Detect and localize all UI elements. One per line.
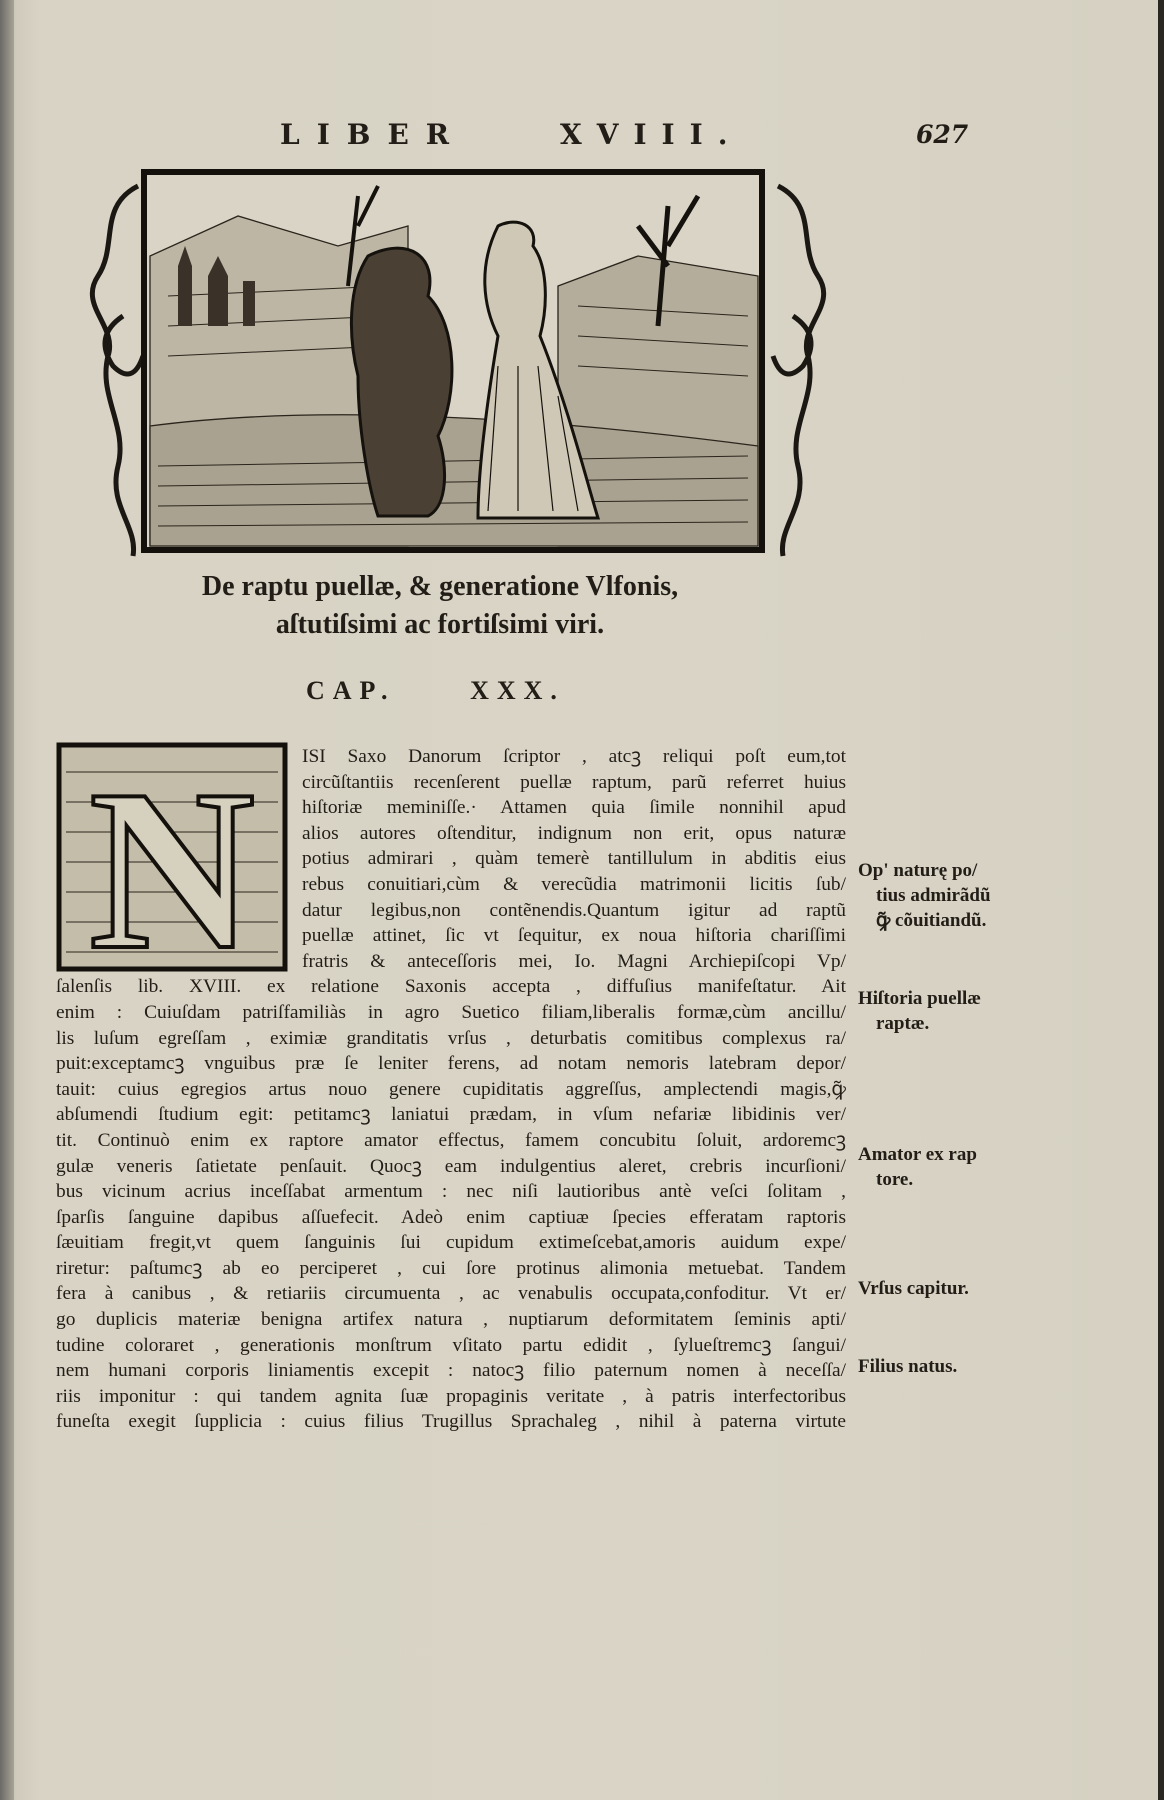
margin-note-line: tius admirãdũ xyxy=(876,885,991,906)
text-line: ſalenſis lib. XVIII. ex relatione Saxonis accepta , diffuſius manifeſtatur. Ait xyxy=(56,976,846,998)
page-edge xyxy=(1158,0,1164,1800)
text-line: riretur: paſtumcꝫ ab eo perciperet , cui ſore protinus alimonia metuebat. Tandem xyxy=(56,1257,846,1279)
margin-note xyxy=(858,986,1020,1036)
text-line: potius admirari , quàm temerè tantillulum in abditis eius xyxy=(302,848,846,870)
margin-note xyxy=(858,1354,1020,1379)
margin-note xyxy=(858,858,1020,933)
text-line: ſparſis ſanguine dapibus aſſuefecit. Adeò enim captiuæ ſpecies efferatam raptoris xyxy=(56,1206,846,1228)
woodcut-illustration xyxy=(78,166,830,560)
margin-note-line: Filius natus. xyxy=(858,1356,958,1377)
text-line: ſæuitiam fregit,vt quem ſanguinis ſui cupidum extimeſcebat,amoris auidum expe/ xyxy=(56,1232,846,1254)
chapter-label: CAP. xyxy=(306,676,396,705)
text-line: puit:exceptamcꝫ vnguibus præ ſe leniter ferens, ad notam nemoris latebram depor/ xyxy=(56,1053,846,1075)
text-line: fera à canibus , & retiariis circumuenta , ac venabulis occupata,confoditur. Vt er/ xyxy=(56,1283,846,1305)
text-line: alios autores oſtenditur, indignum non erit, opus naturæ xyxy=(302,822,846,844)
woodcut-illustration-icon xyxy=(78,166,830,560)
margin-note-line: Hiſtoria puellæ xyxy=(858,988,981,1009)
text-line: tauit: cuius egregios artus nouo genere cupiditatis aggreſſus, amplectendi magis,ꝙ̃ xyxy=(56,1078,846,1100)
margin-note-line: Amator ex rap xyxy=(858,1144,977,1165)
text-line: enim : Cuiuſdam patriſfamiliàs in agro Suetico filiam,liberalis formæ,cùm ancillu/ xyxy=(56,1001,846,1023)
margin-note-line: ꝙ̃ cõuitiandũ. xyxy=(876,910,987,931)
chapter-title-line-2: aſtutiſsimi ac fortiſsimi viri. xyxy=(275,609,605,640)
running-head xyxy=(0,118,1164,158)
text-line: lis luſum egreſſam , eximiæ granditatis vrſus , deturbatis comitibus complexus ra/ xyxy=(56,1027,846,1049)
chapter-title xyxy=(120,568,760,644)
text-line: rebus conuitiari,cùm & verecũdia matrimonii licitis ſub/ xyxy=(302,873,846,895)
text-line: funeſta exegit ſupplicia : cuius filius Trugillus Sprachaleg , nihil à paterna virtute xyxy=(56,1411,846,1433)
text-line: riis imponitur : qui tandem agnita ſuæ propaginis veritate , à patris interfectoribus xyxy=(56,1385,846,1407)
text-line: ISI Saxo Danorum ſcriptor , atcꝫ reliqui poſt eum,tot xyxy=(302,746,846,767)
margin-note-line: raptæ. xyxy=(876,1013,930,1034)
page-gutter xyxy=(0,0,14,1800)
margin-note xyxy=(858,1142,1020,1192)
drop-cap-letter: N xyxy=(88,742,256,972)
text-line: go duplicis materiæ benigna artifex natura , nuptiarum deformitatem ſeminis apti/ xyxy=(56,1309,846,1331)
margin-note-line: Op' naturę po/ xyxy=(858,860,978,881)
page-number: 627 xyxy=(916,120,969,149)
running-head-book-number: XVIII. xyxy=(560,118,743,151)
chapter-number: XXX. xyxy=(470,676,565,705)
text-line: bus vicinum acrius inceſſabat armentum : nec niſi lautioribus antè veſci ſolitam , xyxy=(56,1181,846,1203)
margin-note-line: tore. xyxy=(876,1169,914,1190)
body-text xyxy=(56,744,846,1435)
running-head-book: LIBER xyxy=(280,118,467,151)
text-line: abſumendi ſtudium egit: petitamcꝫ laniatui prædam, in vſum nefariæ libidinis ver/ xyxy=(56,1104,846,1126)
text-line: tit. Continuò enim ex raptore amator effectus, famem concubitu ſoluit, ardoremcꝫ xyxy=(56,1129,846,1151)
text-line: gulæ veneris ſatietate penſauit. Quocꝫ eam indulgentius aleret, crebris incurſioni/ xyxy=(56,1155,846,1177)
text-line: puellæ attinet, ſic vt ſequitur, ex noua hiſtoria chariſſimi xyxy=(302,925,846,947)
margin-note-line: Vrſus capitur. xyxy=(858,1278,969,1299)
chapter-heading xyxy=(306,676,565,706)
text-line: fratris & anteceſſoris mei, Io. Magni Archiepiſcopi Vp/ xyxy=(302,950,846,972)
text-line: hiſtoriæ meminiſſe.· Attamen quia ſimile nonnihil apud xyxy=(302,797,846,819)
text-line: nem humani corporis liniamentis excepit : natocꝫ filio paternum nomen à neceſſa/ xyxy=(56,1360,846,1382)
chapter-title-line-1: De raptu puellæ, & generatione Vlfonis, xyxy=(201,571,679,602)
margin-note xyxy=(858,1276,1020,1301)
text-line: tudine coloraret , generationis monſtrum vſitato partu edidit , ſylueſtremcꝫ ſangui/ xyxy=(56,1334,846,1356)
text-line: circũſtantiis recenſerent puellæ raptum, parũ referret huius xyxy=(302,771,846,793)
text-line: datur legibus,non contẽnendis.Quantum igitur ad raptũ xyxy=(302,899,846,921)
